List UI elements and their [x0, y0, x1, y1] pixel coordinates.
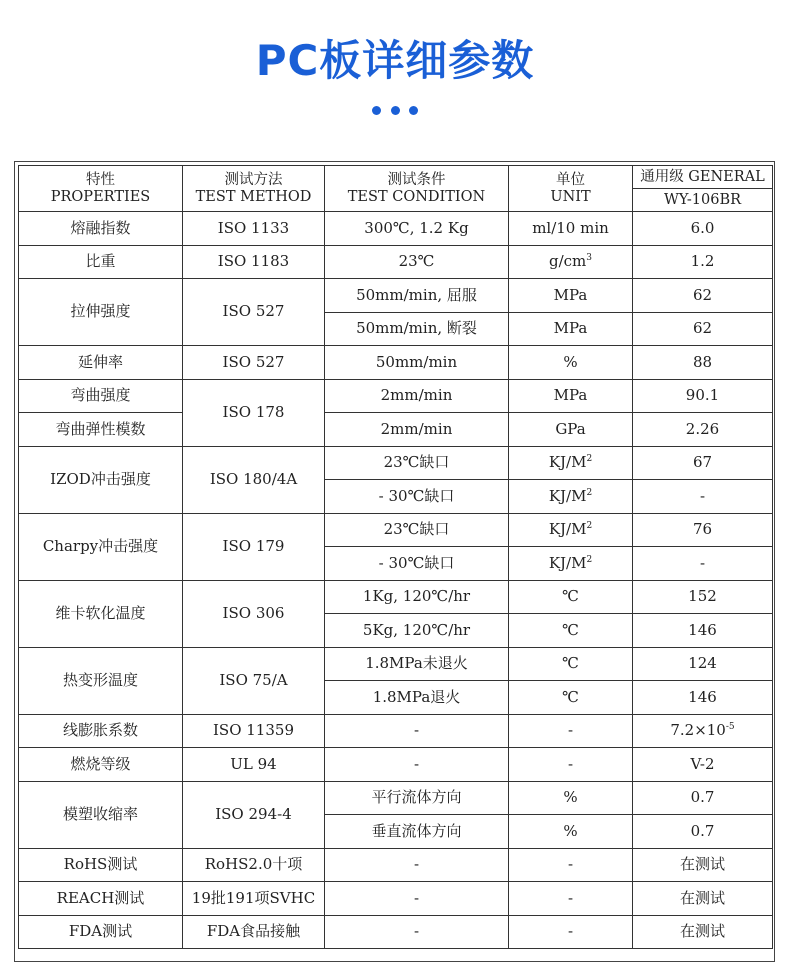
cell-unit: ml/10 min: [509, 212, 633, 246]
cell-condition: 23℃: [325, 245, 509, 279]
cell-condition: 50mm/min, 断裂: [325, 312, 509, 346]
cell-value: 62: [633, 312, 773, 346]
header-grade: 通用级 GENERAL: [633, 166, 773, 189]
cell-unit: -: [509, 714, 633, 748]
cell-unit: ℃: [509, 580, 633, 614]
table-row: [19, 915, 773, 949]
parameter-table: [18, 165, 773, 949]
cell-property: FDA测试: [19, 915, 183, 949]
table-row: [19, 245, 773, 279]
cell-condition: -: [325, 848, 509, 882]
cell-property: 燃烧等级: [19, 748, 183, 782]
cell-unit: ℃: [509, 614, 633, 648]
cell-method: ISO 306: [183, 580, 325, 647]
header-test-condition: [325, 166, 509, 212]
cell-property: REACH测试: [19, 882, 183, 916]
header-properties-cn: 特性: [86, 171, 115, 188]
table-row: [19, 647, 773, 681]
cell-unit: [509, 480, 633, 514]
cell-condition: -: [325, 882, 509, 916]
cell-method: RoHS2.0十项: [183, 848, 325, 882]
cell-value: 在测试: [633, 848, 773, 882]
table-header-row: [19, 166, 773, 189]
cell-method: 19批191项SVHC: [183, 882, 325, 916]
header-condition-en: TEST CONDITION: [347, 188, 486, 205]
header-method-en: TEST METHOD: [195, 188, 312, 205]
cell-condition: 23℃缺口: [325, 446, 509, 480]
cell-condition: -: [325, 714, 509, 748]
cell-value: [633, 714, 773, 748]
cell-method: ISO 527: [183, 279, 325, 346]
cell-value: 146: [633, 614, 773, 648]
cell-property: 比重: [19, 245, 183, 279]
value-superscript: -5: [725, 722, 735, 733]
cell-method: ISO 180/4A: [183, 446, 325, 513]
cell-property: 弯曲弹性模数: [19, 413, 183, 447]
cell-condition: 1.8MPa未退火: [325, 647, 509, 681]
header-unit: [509, 166, 633, 212]
cell-property: 热变形温度: [19, 647, 183, 714]
cell-property: RoHS测试: [19, 848, 183, 882]
cell-unit: ℃: [509, 647, 633, 681]
cell-method: UL 94: [183, 748, 325, 782]
unit-superscript: 2: [586, 454, 593, 465]
cell-method: ISO 179: [183, 513, 325, 580]
cell-value: 62: [633, 279, 773, 313]
cell-condition: 平行流体方向: [325, 781, 509, 815]
cell-unit: GPa: [509, 413, 633, 447]
table-row: [19, 212, 773, 246]
table-row: [19, 848, 773, 882]
header-model: WY-106BR: [633, 189, 773, 212]
header-condition-cn: 测试条件: [387, 171, 446, 188]
cell-condition: 1.8MPa退火: [325, 681, 509, 715]
cell-method: ISO 178: [183, 379, 325, 446]
cell-value: 6.0: [633, 212, 773, 246]
unit-superscript: 2: [586, 554, 593, 565]
cell-value: 2.26: [633, 413, 773, 447]
unit-superscript: 3: [586, 253, 592, 264]
cell-condition: 50mm/min, 屈服: [325, 279, 509, 313]
cell-value: -: [633, 480, 773, 514]
cell-unit: %: [509, 815, 633, 849]
cell-unit: -: [509, 882, 633, 916]
table-row: [19, 513, 773, 547]
cell-value: 1.2: [633, 245, 773, 279]
cell-value: 90.1: [633, 379, 773, 413]
table-row: [19, 346, 773, 380]
cell-condition: 2mm/min: [325, 413, 509, 447]
title-decoration-dots: [372, 106, 418, 116]
cell-method: ISO 11359: [183, 714, 325, 748]
unit-base: KJ/M: [548, 486, 587, 505]
cell-condition: 垂直流体方向: [325, 815, 509, 849]
cell-property: 拉伸强度: [19, 279, 183, 346]
cell-method: ISO 1183: [183, 245, 325, 279]
cell-value: V-2: [633, 748, 773, 782]
cell-unit: -: [509, 748, 633, 782]
cell-method: ISO 294-4: [183, 781, 325, 848]
cell-unit: %: [509, 781, 633, 815]
cell-condition: 23℃缺口: [325, 513, 509, 547]
unit-base: g/cm: [548, 252, 587, 271]
cell-value: -: [633, 547, 773, 581]
table-row: [19, 413, 773, 447]
cell-condition: 300℃, 1.2 Kg: [325, 212, 509, 246]
cell-property: Charpy冲击强度: [19, 513, 183, 580]
table-row: [19, 580, 773, 614]
cell-property: 线膨胀系数: [19, 714, 183, 748]
unit-superscript: 2: [586, 487, 593, 498]
header-method-cn: 测试方法: [224, 171, 283, 188]
cell-value: 124: [633, 647, 773, 681]
table-row: [19, 379, 773, 413]
table-row: [19, 748, 773, 782]
table-row: [19, 279, 773, 313]
cell-unit: [509, 513, 633, 547]
cell-value: 146: [633, 681, 773, 715]
cell-value: 0.7: [633, 815, 773, 849]
table-row: [19, 446, 773, 480]
header-properties: [19, 166, 183, 212]
table-row: [19, 882, 773, 916]
cell-method: FDA食品接触: [183, 915, 325, 949]
table-row: [19, 714, 773, 748]
value-base: 7.2×10: [670, 721, 726, 740]
cell-condition: 5Kg, 120℃/hr: [325, 614, 509, 648]
cell-value: 152: [633, 580, 773, 614]
cell-unit: [509, 547, 633, 581]
header-properties-en: PROPERTIES: [50, 188, 151, 205]
unit-base: KJ/M: [548, 553, 587, 572]
cell-value: 88: [633, 346, 773, 380]
cell-property: 延伸率: [19, 346, 183, 380]
cell-unit: -: [509, 848, 633, 882]
cell-condition: 2mm/min: [325, 379, 509, 413]
header-test-method: [183, 166, 325, 212]
cell-condition: - 30℃缺口: [325, 480, 509, 514]
cell-value: 在测试: [633, 915, 773, 949]
cell-condition: -: [325, 915, 509, 949]
cell-unit: ℃: [509, 681, 633, 715]
cell-unit: [509, 245, 633, 279]
cell-value: 0.7: [633, 781, 773, 815]
cell-unit: MPa: [509, 379, 633, 413]
cell-value: 76: [633, 513, 773, 547]
cell-method: ISO 527: [183, 346, 325, 380]
cell-condition: 50mm/min: [325, 346, 509, 380]
cell-property: 熔融指数: [19, 212, 183, 246]
table-row: [19, 781, 773, 815]
header-unit-cn: 单位: [556, 171, 585, 188]
cell-value: 67: [633, 446, 773, 480]
cell-method: ISO 1133: [183, 212, 325, 246]
cell-unit: %: [509, 346, 633, 380]
unit-base: KJ/M: [548, 453, 587, 472]
cell-condition: - 30℃缺口: [325, 547, 509, 581]
cell-value: 在测试: [633, 882, 773, 916]
cell-unit: -: [509, 915, 633, 949]
cell-condition: -: [325, 748, 509, 782]
header-unit-en: UNIT: [550, 188, 591, 205]
cell-condition: 1Kg, 120℃/hr: [325, 580, 509, 614]
cell-unit: [509, 446, 633, 480]
cell-method: ISO 75/A: [183, 647, 325, 714]
page-title: PC板详细参数: [255, 36, 535, 85]
cell-property: IZOD冲击强度: [19, 446, 183, 513]
cell-property: 模塑收缩率: [19, 781, 183, 848]
cell-property: 弯曲强度: [19, 379, 183, 413]
cell-property: 维卡软化温度: [19, 580, 183, 647]
cell-unit: MPa: [509, 312, 633, 346]
cell-unit: MPa: [509, 279, 633, 313]
unit-base: KJ/M: [548, 520, 587, 539]
unit-superscript: 2: [586, 521, 593, 532]
